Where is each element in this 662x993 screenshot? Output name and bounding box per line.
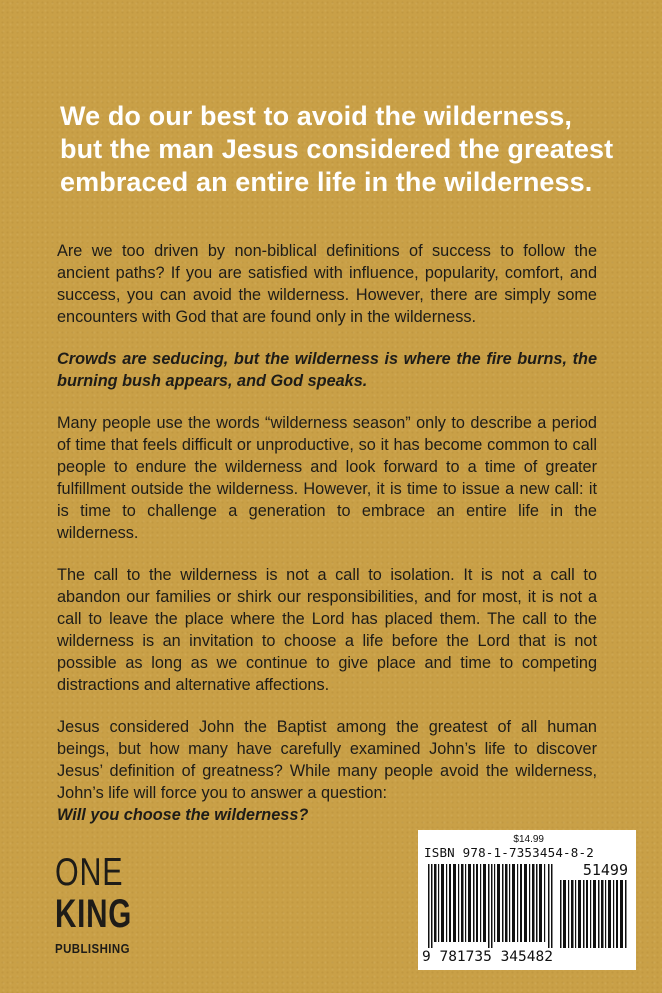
back-cover-headline [60,100,630,199]
closing-question: Will you choose the wilderness? [57,806,309,824]
barcode-addon-bars [560,880,630,948]
price-addon-number: 51499 [582,861,628,879]
publisher-logo-publishing: PUBLISHING [55,941,130,956]
blurb-paragraph-2-emphasis: Crowds are seducing, but the wilderness is where the fire burns, the burning bush appears, and God speaks. [57,350,597,390]
isbn-barcode [418,830,636,970]
headline-line-2: but the man Jesus considered the greatest [60,134,614,164]
price-label: $14.99 [513,834,544,845]
isbn-text: ISBN 978-1-7353454-8-2 [424,845,594,860]
blurb-paragraph-4: The call to the wilderness is not a call to isolation. It is not a call to abandon our families or shirk our responsibilities, and for most, it is not a call to leave the place where the Lord has placed them. The call to the wilderness is an invitation to choose a life before the Lord that is not possible as long as we continue to give place and time to competing distractions and alternative affections. [57,566,597,694]
blurb-paragraph-5 [57,716,597,826]
headline-line-3: embraced an entire life in the wilderness. [60,167,593,197]
headline-line-1: We do our best to avoid the wilderness, [60,101,572,131]
blurb-paragraph-1: Are we too driven by non-biblical definitions of success to follow the ancient paths? If you are satisfied with influence, popularity, comfort, and success, you can avoid the wilderness. However, there are simply some encounters with God that are found only in the wilderness. [57,242,597,326]
blurb-paragraph-5-text: Jesus considered John the Baptist among the greatest of all human beings, but how many have carefully examined John’s life to discover Jesus’ definition of greatness? While many people avoid the wilderness, John’s life will force you to answer a question: [57,718,597,802]
publisher-logo-king: KING [55,892,132,936]
blurb-body [57,240,597,846]
publisher-logo [55,853,159,956]
publisher-logo-one: ONE [55,851,124,894]
blurb-paragraph-3: Many people use the words “wilderness season” only to describe a period of time that feels difficult or unproductive, so it has become common to call people to endure the wilderness and look forward to a time of greater fulfillment outside the wilderness. However, it is time to issue a new call: it is time to challenge a generation to embrace an entire life in the wilderness. [57,414,597,542]
barcode-main-bars [428,864,556,948]
barcode-number: 9 781735 345482 [422,949,553,965]
